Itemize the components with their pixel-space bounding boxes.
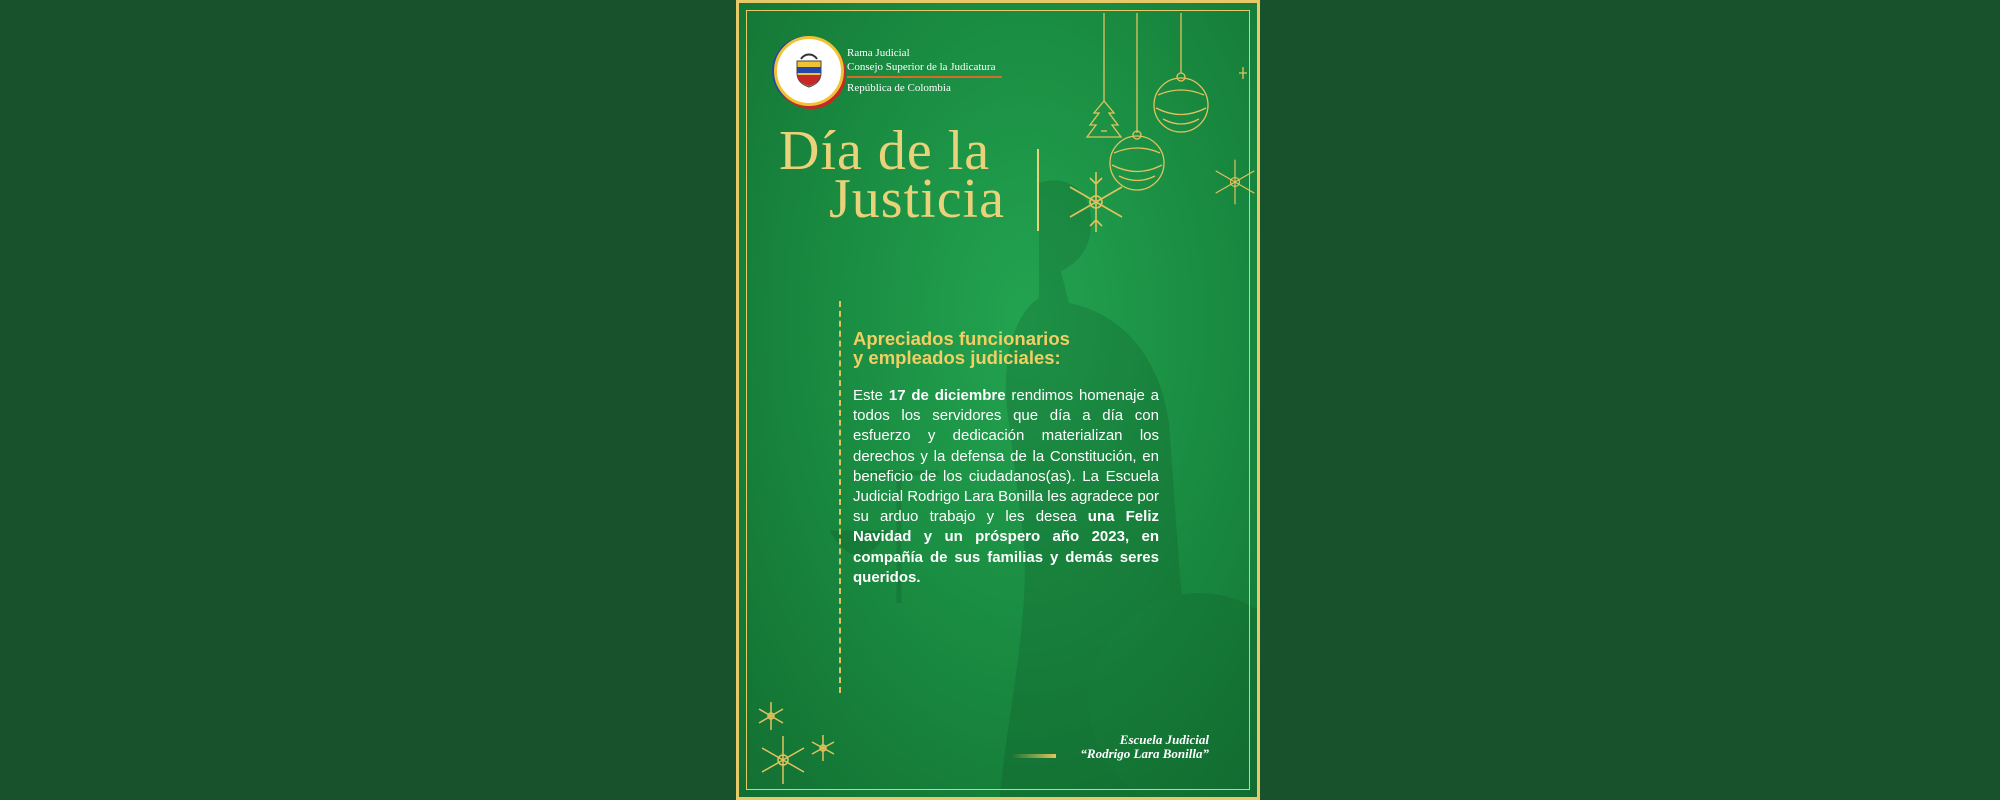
- message-part2: rendimos homenaje a todos los servidores que día a día con esfuerzo y dedicación materializan los derechos y la defensa de la Constitución, en beneficio de los ciudadanos(as). La Escuela Judicial Rodrigo Lara Bonilla les agradece por su arduo trabajo y les desea: [853, 387, 1160, 526]
- signature: [1049, 733, 1209, 761]
- greeting-heading: [853, 329, 1070, 367]
- snowflake-icon: [1061, 167, 1131, 237]
- title-line1: Día de la: [779, 120, 991, 182]
- snowflake-icon: [1209, 147, 1260, 217]
- title-divider: [1037, 149, 1039, 231]
- page-title: [779, 120, 1005, 230]
- greeting-line2: y empleados judiciales:: [853, 347, 1061, 368]
- emblem-icon: [774, 36, 844, 106]
- header-line2: Consejo Superior de la Judicatura: [847, 61, 996, 73]
- message-date: 17 de diciembre: [888, 387, 1006, 404]
- greeting-line1: Apreciados funcionarios: [853, 328, 1070, 349]
- signature-line1: Escuela Judicial: [1119, 732, 1209, 747]
- title-line2: Justicia: [829, 168, 1005, 230]
- header-line3: República de Colombia: [847, 81, 951, 94]
- poster-card: [736, 0, 1260, 800]
- dashed-divider: [839, 301, 841, 693]
- message-body: [853, 386, 1159, 588]
- header-line1: Rama Judicial: [847, 47, 910, 59]
- message-closing: una Feliz Navidad y un próspero año 2023, en compañía de sus familias y demás seres queridos.: [853, 508, 1159, 586]
- snowflake-cluster-icon: [753, 698, 843, 793]
- header-rule: [847, 76, 1002, 78]
- signature-line2: “Rodrigo Lara Bonilla”: [1080, 746, 1209, 761]
- institution-header: [847, 46, 1002, 95]
- message-part1: Este: [853, 387, 889, 404]
